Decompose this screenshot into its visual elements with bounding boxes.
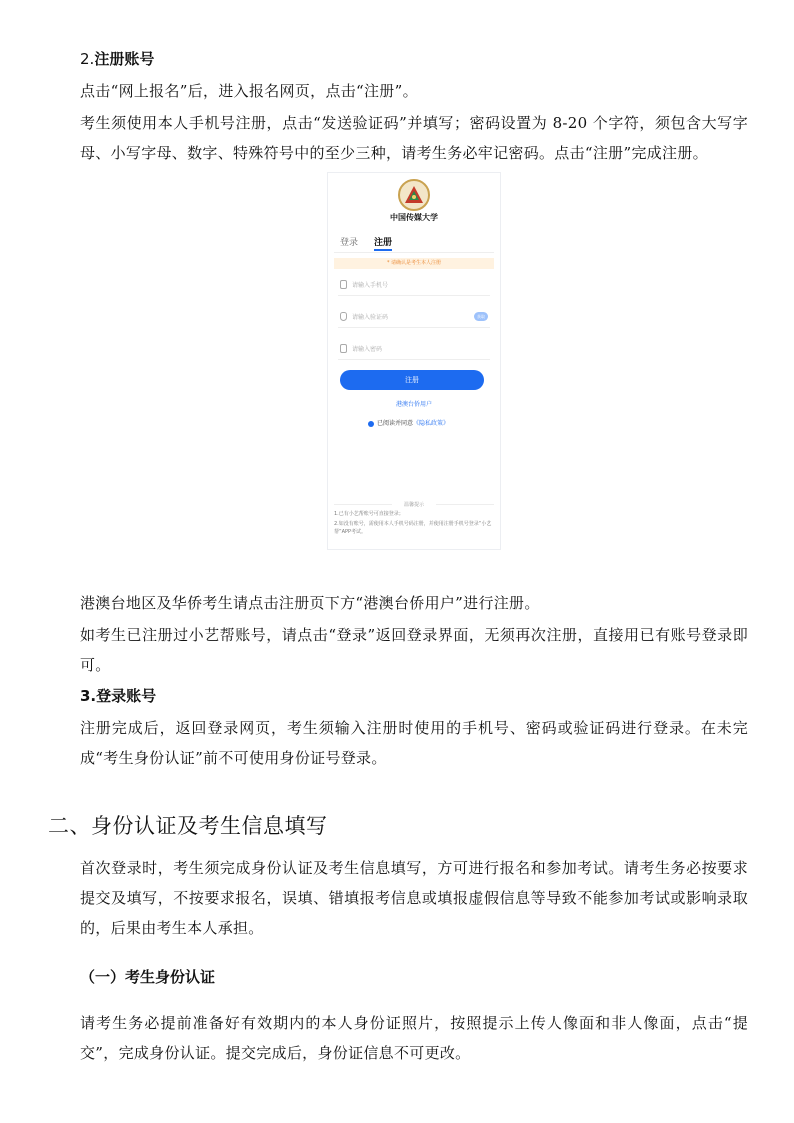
hk-users-link[interactable]: 港澳台侨用户 [395,401,432,408]
tip-2: 2.如没有账号，需使用本人手机号码注册，并使用注册手机号登录“小艺帮”APP考试。 [334,521,492,535]
identity-para: 首次登录时，考生须完成身份认证及考生信息填写，方可进行报名和参加考试。请考生务必按要求提交及填写，不按要求报名，误填、错填报考信息或填报虚假信息等导致不能参加考试或影响录取的，后果由考生本人承担。 [80,859,748,937]
register-para-4: 如考生已注册过小艺帮账号，请点击“登录”返回登录界面，无须再次注册，直接用已有账号登录即可。 [80,626,748,674]
login-heading [80,685,156,706]
identity-heading: 二、身份认证及考生信息填写 [48,814,328,838]
login-heading-title: 登录账号 [96,687,157,705]
register-heading-num: 2. [80,50,95,68]
lock-icon [340,344,347,353]
register-para-1: 点击“网上报名”后，进入报名网页，点击“注册”。 [80,82,418,100]
get-code-button[interactable]: 获取 [474,312,488,321]
code-field[interactable] [338,307,490,328]
password-placeholder: 请输入密码 [352,346,383,353]
register-heading-title: 注册账号 [94,50,155,68]
register-screenshot [327,172,501,550]
university-logo-icon [398,179,430,211]
tab-register[interactable]: 注册 [374,238,393,248]
identity-sub-para: 请考生务必提前准备好有效期内的本人身份证照片，按照提示上传人像面和非人像面，点击“提交”，完成身份认证。提交完成后，身份证信息不可更改。 [80,1014,748,1062]
register-heading [80,48,154,69]
tab-login[interactable]: 登录 [340,238,359,248]
agree-text: 已阅读并同意 [377,420,414,427]
register-para-2: 考生须使用本人手机号注册，点击“发送验证码”并填写；密码设置为 8-20 个字符，须包含大写字母、小写字母、数字、特殊符号中的至少三种，请考生务必牢记密码。点击“注册”完成注册。 [80,114,748,162]
login-para: 注册完成后，返回登录网页，考生须输入注册时使用的手机号、密码或验证码进行登录。在未完成“考生身份认证”前不可使用身份证号登录。 [80,719,748,767]
tab-active-indicator [374,249,392,251]
register-para-3: 港澳台地区及华侨考生请点击注册页下方“港澳台侨用户”进行注册。 [80,594,540,612]
register-button[interactable]: 注册 [340,370,484,390]
tab-divider [334,252,494,253]
shield-icon [340,312,347,321]
check-icon[interactable] [368,421,374,427]
university-name: 中国传媒大学 [390,213,438,222]
tips-title: 温馨提示 [403,502,424,508]
phone-placeholder: 请输入手机号 [352,282,389,289]
code-placeholder: 请输入验证码 [352,314,389,321]
privacy-link[interactable]: 《隐私政策》 [413,420,450,427]
phone-icon [340,280,347,289]
register-notice: * 请确认是考生本人注册 [334,258,494,269]
identity-sub-heading: （一）考生身份认证 [80,968,216,986]
login-heading-num: 3. [80,687,97,705]
phone-field[interactable] [338,275,490,296]
password-field[interactable] [338,339,490,360]
agreement-row[interactable] [368,418,449,427]
tip-1: 1.已有小艺帮账号可直接登录； [334,511,404,517]
